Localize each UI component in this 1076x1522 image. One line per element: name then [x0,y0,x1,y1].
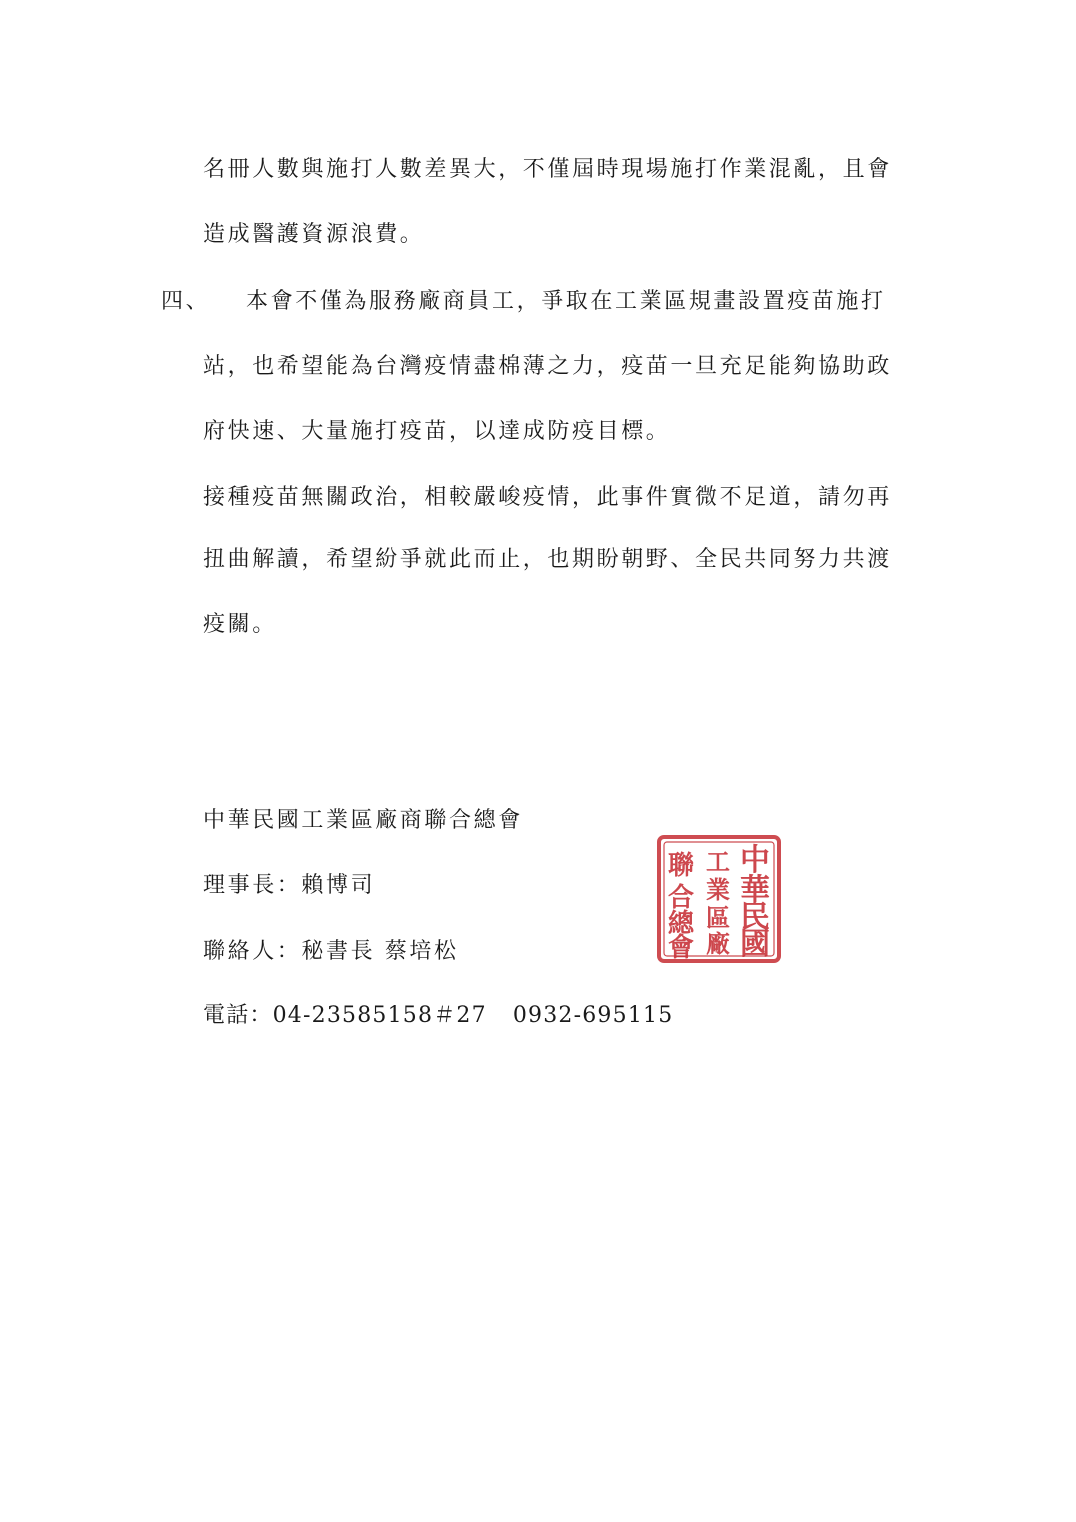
organization-seal-stamp [656,834,782,964]
mobile-number: 0932-695115 [512,1003,674,1028]
seal-char-11: 總 [667,909,695,939]
closing-line-3: 疫關。 [203,612,277,637]
phone-line [203,1001,673,1031]
item-4-marker: 四、 [161,289,211,314]
chairman-line: 理事長：賴博司 [203,873,376,898]
seal-char-7: 區 [706,903,730,932]
body-line-2: 造成醫護資源浪費。 [203,222,425,247]
seal-char-6: 業 [706,875,730,904]
item-4-line-2: 站，也希望能為台灣疫情盡棉薄之力，疫苗一旦充足能夠協助政 [203,354,892,379]
seal-char-12: 會 [667,933,695,963]
seal-char-4: 國 [740,927,770,962]
closing-line-2: 扭曲解讀，希望紛爭就此而止，也期盼朝野、全民共同努力共渡 [203,547,892,572]
contact-line: 聯絡人：秘書長 蔡培松 [203,939,459,964]
body-line-1: 名冊人數與施打人數差異大，不僅屆時現場施打作業混亂，且會 [203,157,892,182]
seal-char-8: 廠 [706,929,730,958]
seal-char-10: 合 [667,883,695,913]
seal-char-9: 聯 [667,851,695,881]
seal-char-2: 華 [740,873,770,908]
seal-char-3: 民 [740,900,770,935]
closing-line-1: 接種疫苗無關政治，相較嚴峻疫情，此事件實微不足道，請勿再 [203,485,892,510]
seal-char-1: 中 [740,843,770,878]
seal-graphic [656,834,782,964]
organization-name: 中華民國工業區廠商聯合總會 [203,808,523,833]
seal-char-5: 工 [706,847,730,876]
phone-number: 電話：04-23585158＃27 [203,1003,487,1028]
item-4-line-1: 本會不僅為服務廠商員工，爭取在工業區規畫設置疫苗施打 [246,289,886,314]
item-4-line-3: 府快速、大量施打疫苗，以達成防疫目標。 [203,419,671,444]
